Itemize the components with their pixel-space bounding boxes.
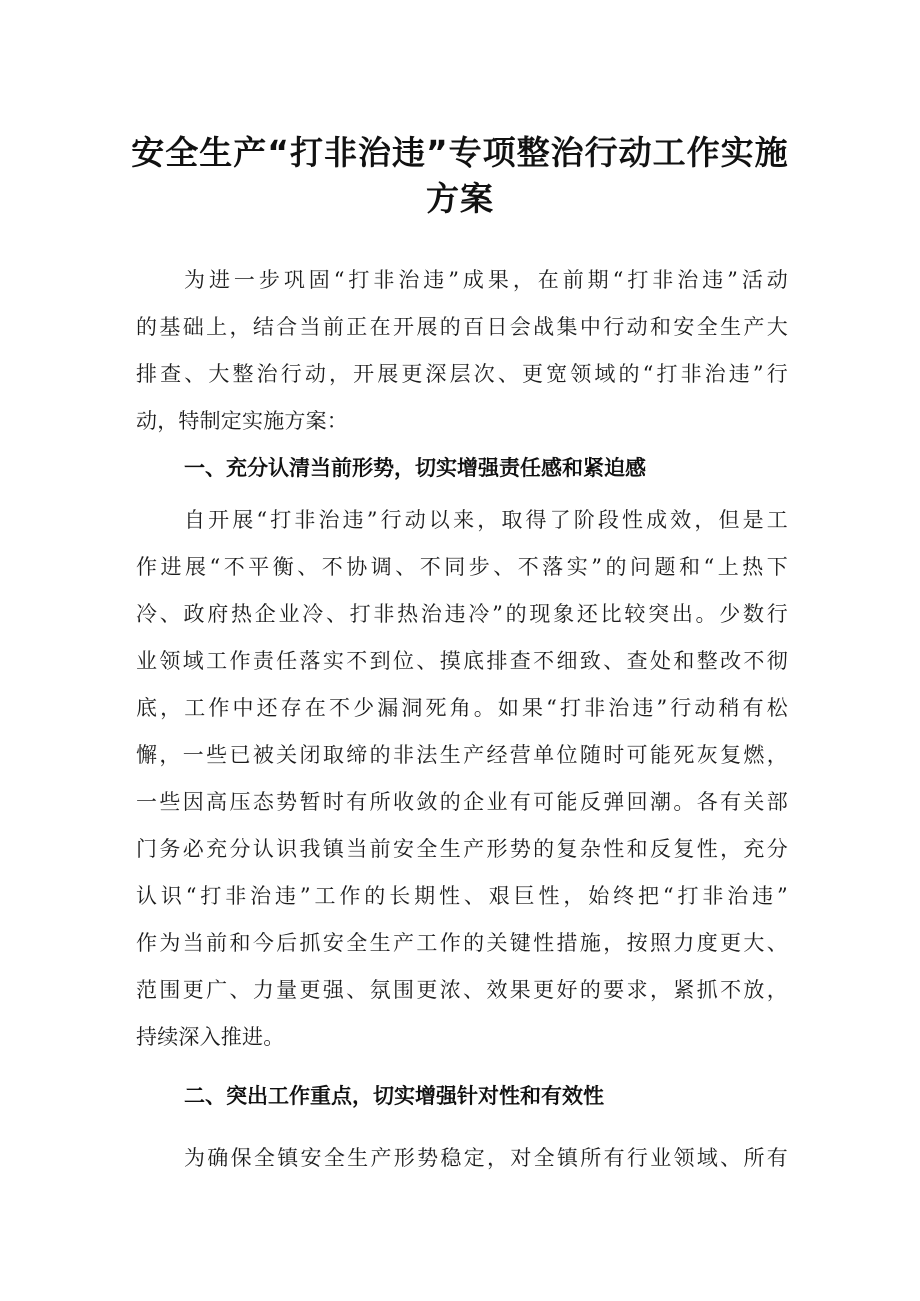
section-1-line: 作进展“不平衡、不协调、不同步、不落实”的问题和“上热下	[136, 555, 788, 579]
section-1-line: 一些因高压态势暂时有所收敛的企业有可能反弹回潮。各有关部	[136, 790, 788, 814]
section-1-line: 懈，一些已被关闭取缔的非法生产经营单位随时可能死灰复燃，	[136, 743, 788, 767]
section-1-line: 冷、政府热企业冷、打非热治违冷”的现象还比较突出。少数行	[136, 602, 788, 626]
section-1-line: 自开展“打非治违”行动以来，取得了阶段性成效，但是工	[184, 508, 788, 532]
section-1-line: 范围更广、力量更强、氛围更浓、效果更好的要求，紧抓不放，	[136, 978, 788, 1002]
document-title-line-2: 方案	[426, 179, 494, 218]
section-2-line: 为确保全镇安全生产形势稳定，对全镇所有行业领域、所有	[184, 1146, 788, 1170]
document-title-line-1: 安全生产“打非治违”专项整治行动工作实施	[131, 133, 789, 172]
section-1-line: 持续深入推进。	[136, 1025, 285, 1049]
section-1-line: 底，工作中还存在不少漏洞死角。如果“打非治违”行动稍有松	[136, 696, 788, 720]
section-1-line: 门务必充分认识我镇当前安全生产形势的复杂性和反复性，充分	[136, 837, 788, 861]
section-1-line: 认识“打非治违”工作的长期性、艰巨性，始终把“打非治违”	[136, 884, 788, 908]
section-heading-1: 一、充分认清当前形势，切实增强责任感和紧迫感	[184, 456, 646, 480]
section-1-line: 业领域工作责任落实不到位、摸底排查不细致、查处和整改不彻	[136, 649, 788, 673]
intro-line: 的基础上，结合当前正在开展的百日会战集中行动和安全生产大	[136, 315, 788, 339]
section-heading-2: 二、突出工作重点，切实增强针对性和有效性	[184, 1084, 604, 1108]
intro-line: 为进一步巩固“打非治违”成果，在前期“打非治违”活动	[184, 268, 788, 292]
section-1-line: 作为当前和今后抓安全生产工作的关键性措施，按照力度更大、	[136, 931, 788, 955]
intro-line: 动，特制定实施方案：	[136, 409, 348, 433]
intro-line: 排查、大整治行动，开展更深层次、更宽领域的“打非治违”行	[136, 362, 788, 386]
